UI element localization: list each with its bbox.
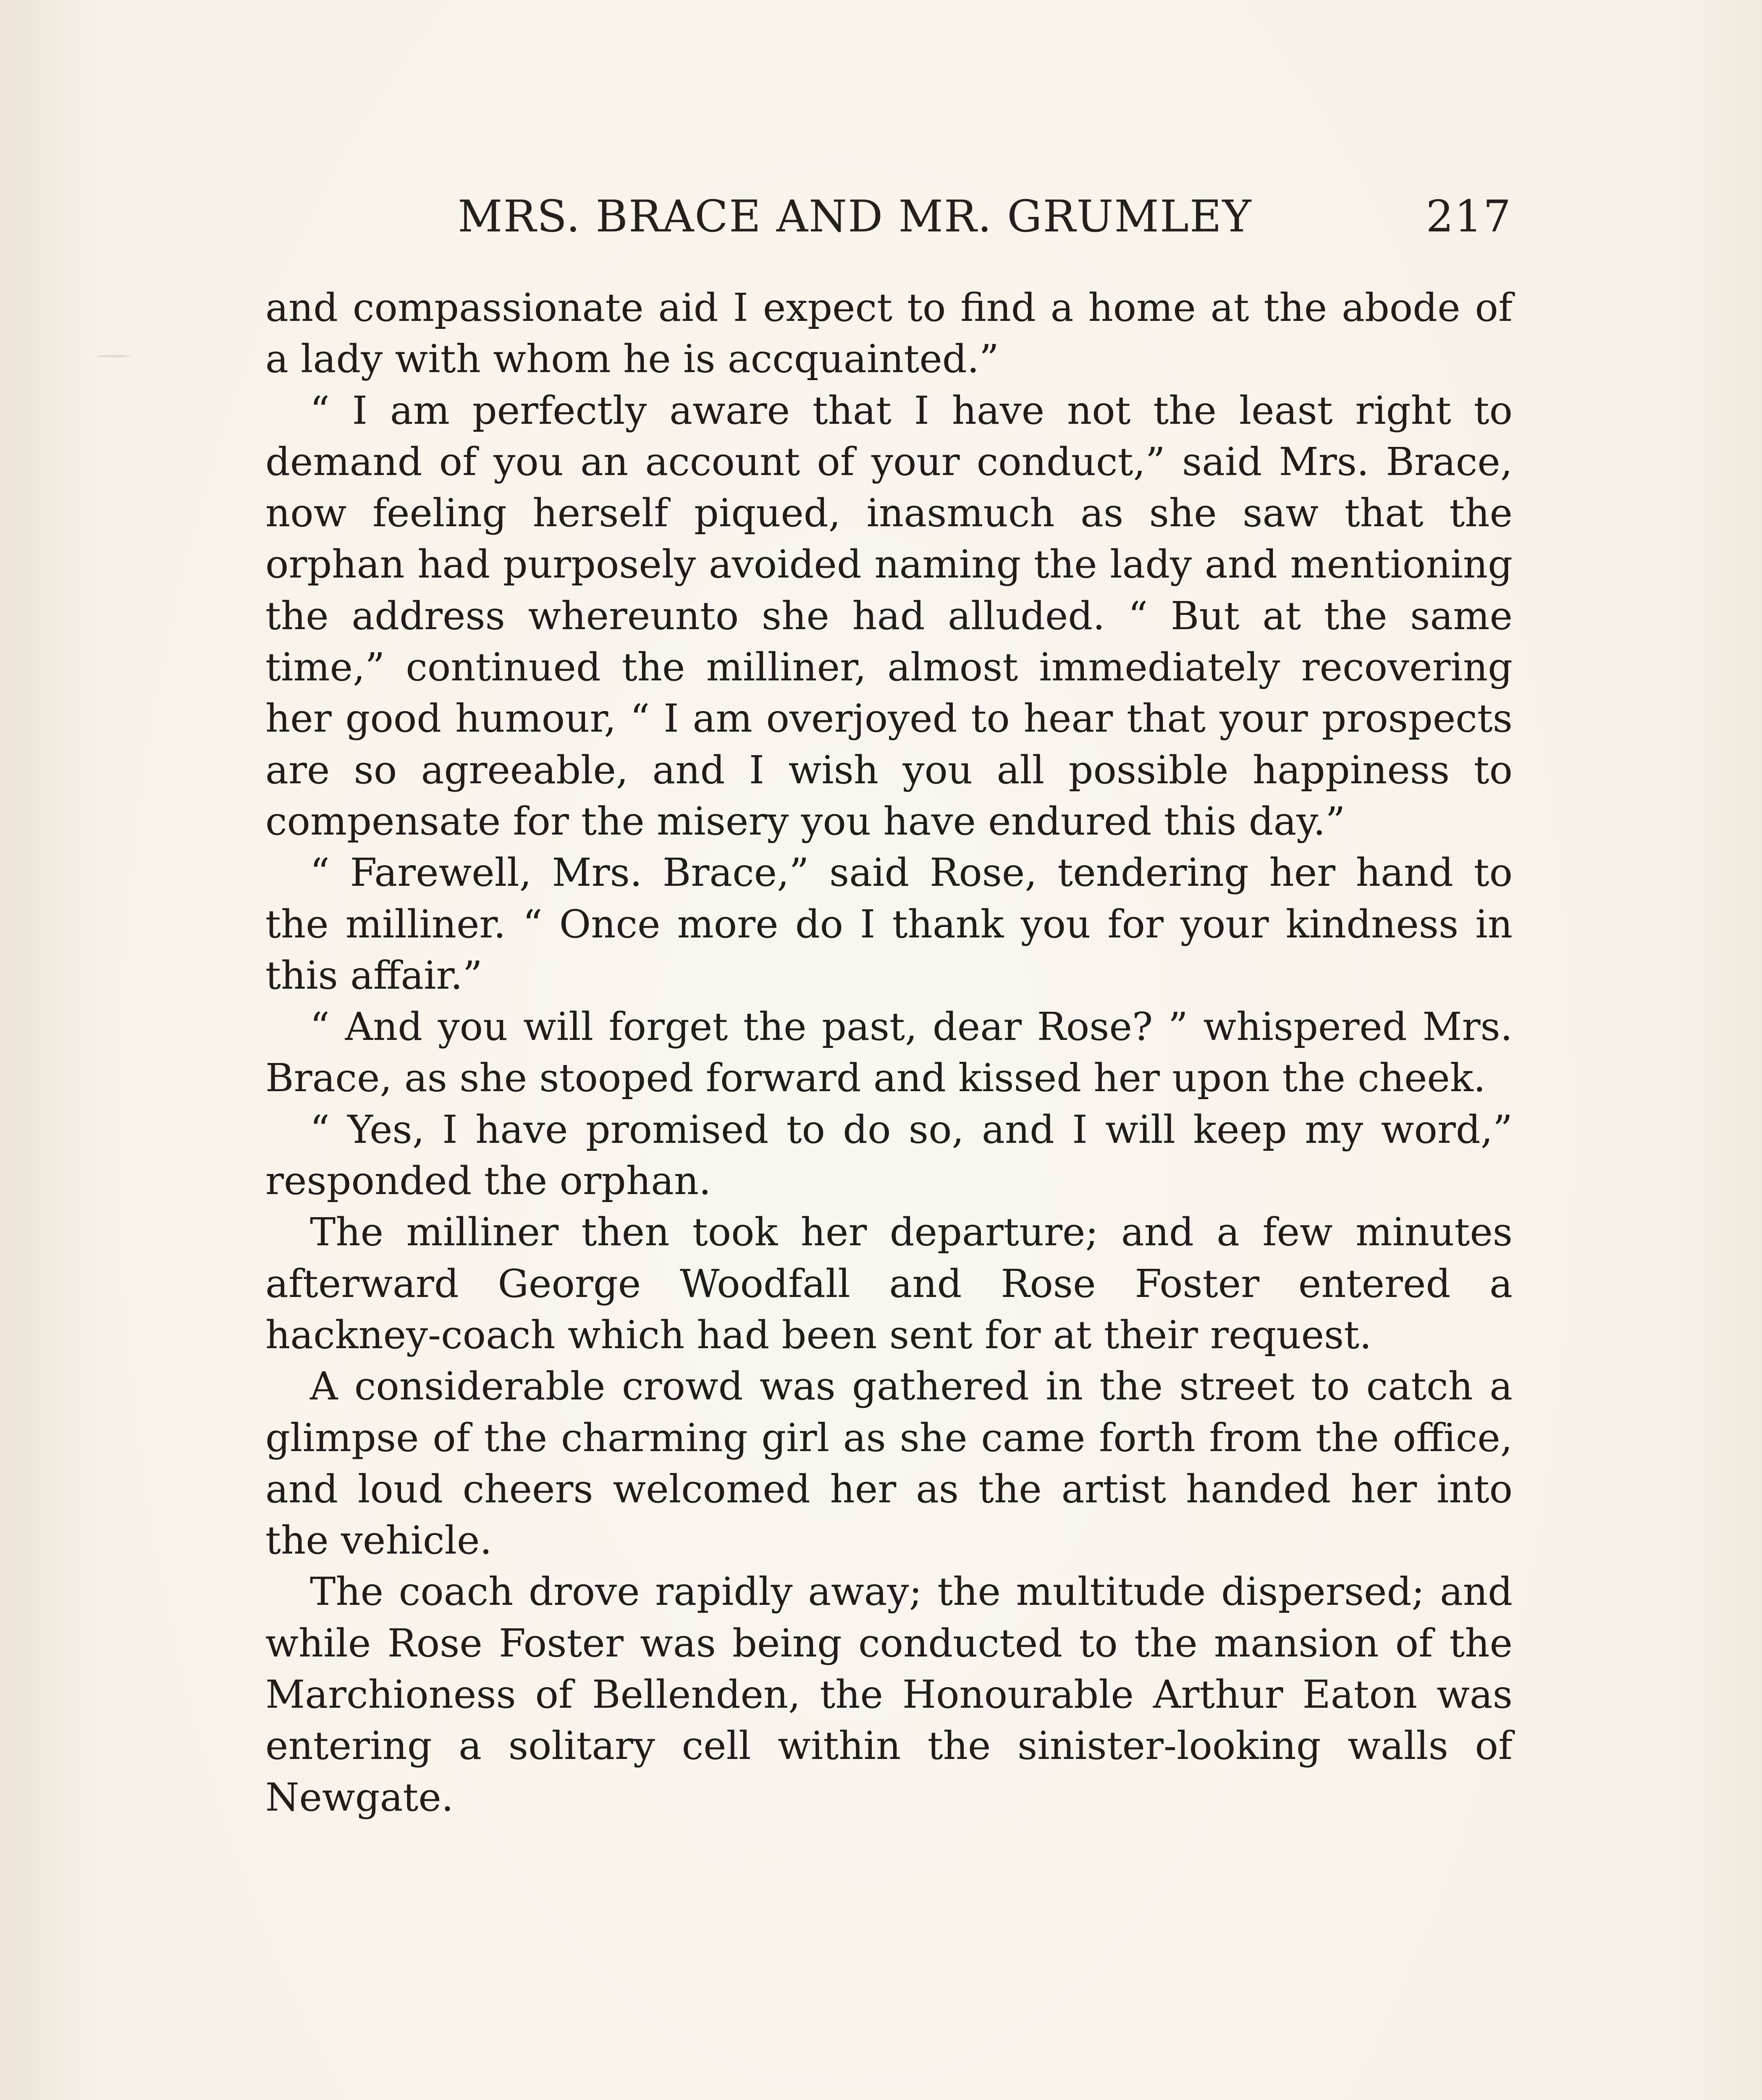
page-number: 217 (1426, 191, 1512, 242)
running-head (458, 187, 1512, 246)
paragraph: “ Farewell, Mrs. Brace,” said Rose, tendering her hand to the milliner. “ Once more do I thank you for your kindness in this affair.” (265, 850, 1513, 998)
paragraph: “ Yes, I have promised to do so, and I will keep my word,” responded the orphan. (265, 1107, 1513, 1204)
paper-blemish (97, 355, 130, 357)
body-text (265, 282, 1513, 1823)
paragraph-continued: and compassionate aid I expect to find a home at the abode of a lady with whom he is accquainted.” (265, 285, 1513, 382)
paragraph: The milliner then took her departure; and a few minutes afterward George Woodfall and Rose Foster entered a hackney-coach which had been sent for at their request. (265, 1210, 1513, 1357)
paragraph: “ I am perfectly aware that I have not the least right to demand of you an account of your conduct,” said Mrs. Brace, now feeling herself piqued, inasmuch as she saw that the orphan had purposely avoided naming the lady and mentioning the address whereunto she had alluded. “ But at the same time,” continued the milliner, almost immediately recovering her good humour, “ I am overjoyed to hear that your prospects are so agreeable, and I wish you all possible happiness to compensate for the misery you have endured this day.” (265, 388, 1513, 844)
paragraph: The coach drove rapidly away; the multitude dispersed; and while Rose Foster was being conducted to the mansion of the Marchioness of Bellenden, the Honourable Arthur Eaton was entering a solitary cell within the sinister-looking walls of Newgate. (265, 1569, 1513, 1820)
paragraph: “ And you will forget the past, dear Rose? ” whispered Mrs. Brace, as she stooped forward and kissed her upon the cheek. (265, 1004, 1513, 1101)
running-title: MRS. BRACE AND MR. GRUMLEY (458, 191, 1252, 242)
paragraph: A considerable crowd was gathered in the street to catch a glimpse of the charming girl as she came forth from the office, and loud cheers welcomed her as the artist handed her into the vehicle. (265, 1364, 1513, 1563)
